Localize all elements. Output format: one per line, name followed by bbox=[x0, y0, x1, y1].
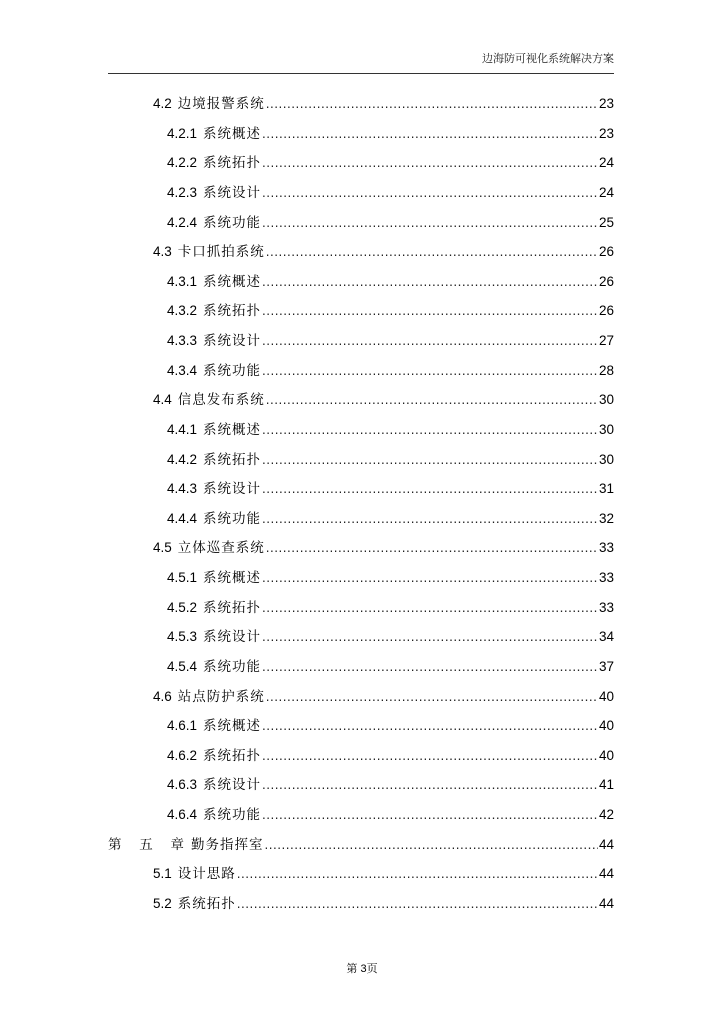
toc-entry-number: 5.1 bbox=[153, 866, 172, 882]
toc-entry[interactable] bbox=[108, 622, 614, 652]
toc-entry-page: 26 bbox=[598, 244, 614, 260]
toc-entry-number: 4.5.4 bbox=[167, 658, 198, 674]
toc-entry-number: 4.6.1 bbox=[167, 718, 198, 734]
toc-entry-number: 4.2 bbox=[153, 96, 172, 111]
toc-leader-dots bbox=[266, 533, 598, 563]
toc-entry-page: 32 bbox=[598, 510, 614, 526]
toc-leader-dots bbox=[266, 682, 598, 712]
toc-entry-title: 系统概述 bbox=[203, 421, 262, 437]
toc-entry[interactable] bbox=[108, 267, 614, 297]
toc-entry-page: 33 bbox=[598, 540, 614, 556]
toc-entry-number: 4.3.4 bbox=[167, 362, 198, 378]
toc-entry-page: 40 bbox=[598, 688, 614, 704]
toc-entry[interactable] bbox=[108, 593, 614, 623]
toc-leader-dots bbox=[262, 770, 598, 800]
toc-entry[interactable] bbox=[108, 682, 614, 712]
toc-leader-dots bbox=[262, 593, 598, 623]
toc-entry-page: 24 bbox=[598, 155, 614, 171]
toc-entry-number: 4.6.4 bbox=[167, 807, 198, 822]
toc-leader-dots bbox=[237, 889, 598, 919]
toc-entry-number: 4.4.2 bbox=[167, 451, 198, 467]
toc-entry-title: 系统概述 bbox=[203, 125, 262, 141]
toc-entry-title: 勤务指挥室 bbox=[191, 836, 264, 852]
toc-entry-number: 4.6.2 bbox=[167, 747, 198, 763]
toc-entry-number: 4.2.4 bbox=[167, 214, 198, 230]
toc-entry-title: 系统拓扑 bbox=[203, 303, 262, 319]
toc-entry[interactable] bbox=[108, 208, 614, 238]
toc-entry[interactable] bbox=[108, 445, 614, 475]
toc-entry[interactable] bbox=[108, 652, 614, 682]
toc-entry[interactable] bbox=[108, 415, 614, 445]
toc-entry-page: 26 bbox=[598, 303, 614, 319]
toc-entry-title: 立体巡查系统 bbox=[177, 540, 265, 556]
toc-entry[interactable] bbox=[108, 533, 614, 563]
toc-entry-title: 系统功能 bbox=[203, 658, 262, 674]
toc-entry[interactable] bbox=[108, 296, 614, 326]
toc-entry-title: 系统设计 bbox=[203, 333, 262, 348]
toc-entry[interactable] bbox=[108, 800, 614, 830]
toc-entry-page: 30 bbox=[598, 451, 614, 467]
toc-entry-page: 40 bbox=[598, 718, 614, 734]
toc-entry-title: 站点防护系统 bbox=[177, 688, 265, 704]
toc-entry-page: 24 bbox=[598, 184, 614, 200]
toc-entry-number: 4.4.1 bbox=[167, 421, 198, 437]
toc-entry-title: 系统功能 bbox=[203, 510, 262, 526]
toc-entry[interactable] bbox=[108, 237, 614, 267]
toc-entry[interactable] bbox=[108, 741, 614, 771]
toc-entry-title: 系统功能 bbox=[203, 362, 262, 378]
running-header: 边海防可视化系统解决方案 bbox=[482, 53, 614, 65]
toc-entry-page: 26 bbox=[598, 273, 614, 289]
toc-entry[interactable] bbox=[108, 385, 614, 415]
toc-entry-page: 44 bbox=[598, 895, 614, 911]
toc-entry-number: 4.4 bbox=[153, 392, 172, 408]
toc-leader-dots bbox=[262, 741, 598, 771]
toc-entry-title: 系统功能 bbox=[203, 807, 262, 822]
toc-leader-dots bbox=[266, 237, 598, 267]
toc-entry-title: 系统拓扑 bbox=[203, 155, 262, 171]
toc-entry-page: 44 bbox=[598, 866, 614, 882]
toc-leader-dots bbox=[262, 504, 598, 534]
toc-entry-page: 23 bbox=[598, 96, 614, 111]
toc-entry-title: 卡口抓拍系统 bbox=[177, 244, 265, 260]
toc-entry[interactable] bbox=[108, 178, 614, 208]
toc-leader-dots bbox=[262, 711, 598, 741]
toc-entry-title: 系统设计 bbox=[203, 629, 262, 645]
toc-entry-title: 系统功能 bbox=[203, 214, 262, 230]
toc-entry[interactable] bbox=[108, 504, 614, 534]
toc-entry[interactable] bbox=[108, 770, 614, 800]
toc-entry-page: 37 bbox=[598, 658, 614, 674]
toc-entry-title: 信息发布系统 bbox=[177, 392, 265, 408]
toc-entry-number: 4.2.2 bbox=[167, 155, 198, 171]
toc-entry-number: 4.5 bbox=[153, 540, 172, 556]
toc-entry-page: 25 bbox=[598, 214, 614, 230]
toc-entry-number: 4.2.1 bbox=[167, 125, 198, 141]
toc-entry[interactable] bbox=[108, 89, 614, 119]
toc-leader-dots bbox=[262, 563, 598, 593]
toc-entry-page: 44 bbox=[598, 836, 614, 852]
toc-leader-dots bbox=[262, 474, 598, 504]
toc-leader-dots bbox=[262, 267, 598, 297]
toc-entry-page: 34 bbox=[598, 629, 614, 645]
toc-entry[interactable] bbox=[108, 356, 614, 386]
toc-entry-title: 边境报警系统 bbox=[177, 96, 265, 111]
toc-leader-dots bbox=[262, 326, 598, 356]
toc-entry-title: 系统概述 bbox=[203, 570, 262, 585]
toc-leader-dots bbox=[265, 830, 598, 860]
toc-entry-title: 系统设计 bbox=[203, 481, 262, 497]
toc-leader-dots bbox=[262, 178, 598, 208]
toc-entry-number: 4.2.3 bbox=[167, 184, 198, 200]
toc-leader-dots bbox=[266, 89, 598, 119]
toc-entry-title: 系统概述 bbox=[203, 718, 262, 734]
table-of-contents bbox=[108, 89, 614, 919]
toc-entry-title: 系统拓扑 bbox=[203, 747, 262, 763]
toc-entry-page: 33 bbox=[598, 570, 614, 585]
toc-entry-page: 30 bbox=[598, 392, 614, 408]
toc-entry-page: 33 bbox=[598, 599, 614, 615]
toc-entry-number: 4.6 bbox=[153, 688, 172, 704]
toc-entry-number: 第 五 章 bbox=[108, 836, 192, 852]
toc-leader-dots bbox=[262, 622, 598, 652]
toc-leader-dots bbox=[262, 356, 598, 386]
header-divider bbox=[108, 73, 614, 74]
toc-entry[interactable] bbox=[108, 830, 614, 860]
toc-entry-page: 31 bbox=[598, 481, 614, 497]
toc-entry[interactable] bbox=[108, 326, 614, 356]
toc-entry-page: 23 bbox=[598, 125, 614, 141]
toc-leader-dots bbox=[266, 385, 598, 415]
toc-entry-title: 系统设计 bbox=[203, 777, 262, 793]
toc-entry-page: 42 bbox=[598, 807, 614, 822]
toc-entry[interactable] bbox=[108, 859, 614, 889]
toc-entry[interactable] bbox=[108, 119, 614, 149]
toc-entry-page: 30 bbox=[598, 421, 614, 437]
toc-leader-dots bbox=[237, 859, 598, 889]
toc-entry-number: 4.5.1 bbox=[167, 570, 198, 585]
toc-entry-number: 4.5.3 bbox=[167, 629, 198, 645]
toc-entry-page: 41 bbox=[598, 777, 614, 793]
toc-entry-number: 5.2 bbox=[153, 895, 172, 911]
page-number: 第 3页 bbox=[346, 963, 378, 975]
toc-leader-dots bbox=[262, 445, 598, 475]
toc-entry-page: 40 bbox=[598, 747, 614, 763]
toc-entry-number: 4.3 bbox=[153, 244, 172, 260]
toc-leader-dots bbox=[262, 208, 598, 238]
toc-entry[interactable] bbox=[108, 148, 614, 178]
toc-entry-title: 系统拓扑 bbox=[177, 895, 236, 911]
toc-leader-dots bbox=[262, 119, 598, 149]
toc-entry-number: 4.4.4 bbox=[167, 510, 198, 526]
toc-entry-number: 4.3.1 bbox=[167, 273, 198, 289]
toc-leader-dots bbox=[262, 415, 598, 445]
toc-entry-title: 系统概述 bbox=[203, 273, 262, 289]
toc-entry[interactable] bbox=[108, 563, 614, 593]
toc-entry-number: 4.6.3 bbox=[167, 777, 198, 793]
toc-entry-page: 27 bbox=[598, 333, 614, 348]
toc-entry-number: 4.5.2 bbox=[167, 599, 198, 615]
toc-entry-title: 系统拓扑 bbox=[203, 599, 262, 615]
toc-entry-page: 28 bbox=[598, 362, 614, 378]
toc-entry-title: 系统设计 bbox=[203, 184, 262, 200]
toc-leader-dots bbox=[262, 652, 598, 682]
toc-entry-number: 4.3.3 bbox=[167, 333, 198, 348]
toc-entry-title: 设计思路 bbox=[177, 866, 236, 882]
toc-leader-dots bbox=[262, 148, 598, 178]
toc-entry[interactable] bbox=[108, 889, 614, 919]
toc-entry-number: 4.4.3 bbox=[167, 481, 198, 497]
toc-leader-dots bbox=[262, 296, 598, 326]
toc-entry[interactable] bbox=[108, 711, 614, 741]
toc-entry-number: 4.3.2 bbox=[167, 303, 198, 319]
toc-leader-dots bbox=[262, 800, 598, 830]
toc-entry[interactable] bbox=[108, 474, 614, 504]
toc-entry-title: 系统拓扑 bbox=[203, 451, 262, 467]
